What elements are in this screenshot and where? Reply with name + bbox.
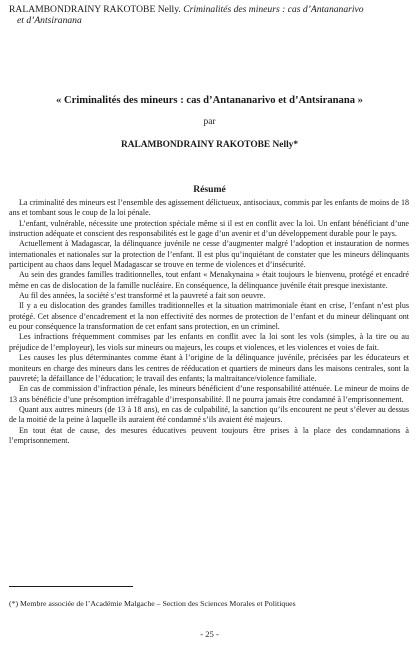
abstract-paragraph: Il y a eu dislocation des grandes familles traditionnelles et la situation matrimoniale étant en crise, l’enfant n’est plus protégé. Cet absence d’encadrement et la non effectivité des normes de protection de l’enfant et du mineur délinquant ont eu pour conséquence la transformation de cet enfant sans protection, en un criminel. <box>9 301 409 332</box>
abstract-body <box>9 198 409 446</box>
abstract-paragraph: L’enfant, vulnérable, nécessite une protection spéciale même si il est en conflit avec la loi. Un enfant bénéficiant d’une instruction adéquate et conscient des responsabilités est le gage d’un avenir et d’un développement durable pour le pays. <box>9 218 409 239</box>
footnote-divider <box>9 586 133 587</box>
page-number: - 25 - <box>200 629 219 639</box>
running-head-title-continued: et d’Antsiranana <box>17 15 82 26</box>
abstract-paragraph: Actuellement à Madagascar, la délinquance juvénile ne cesse d’augmenter malgré l’adoption et instauration de normes internationales et nationales sur la protection de l’enfant. Il est plus qu’inquiétant de constater que les mineurs délinquants participent au chaos dans lequel Madagascar se trouve en terme de violences et d’insécurité. <box>9 239 409 270</box>
abstract-paragraph: Au fil des années, la société s’est transformé et la pauvreté a fait son oeuvre. <box>19 291 266 301</box>
abstract-paragraph: Au sein des grandes familles traditionnelles, tout enfant « Menakynaina » était toujours le bienvenu, protégé et encadré même en cas de dislocation de la famille nucléaire. En conséquence, la délinquance juvénile était presque inexistante. <box>9 270 409 290</box>
running-head-title: Criminalités des mineurs : cas d’Antananarivo <box>183 4 364 15</box>
abstract-heading: Résumé <box>193 184 226 195</box>
article-title: « Criminalités des mineurs : cas d’Antananarivo et d’Antsiranana » <box>56 95 363 106</box>
footnote: (*) Membre associée de l’Académie Malgache – Section des Sciences Morales et Politiques <box>9 599 296 608</box>
article-author: RALAMBONDRAINY RAKOTOBE Nelly* <box>120 140 299 150</box>
abstract-paragraph: Les causes les plus déterminantes comme étant à l’origine de la délinquance juvénile, précisées par les éducateurs et moniteurs en charge des mineurs dans les centres de rééducation et quartiers de mineurs dans les maisons centrales, sont la pauvreté; la défaillance de l’éducation; le travail des enfants; la maltraitance/violence familiale. <box>9 353 409 383</box>
abstract-paragraph: Quant aux autres mineurs (de 13 à 18 ans), en cas de culpabilité, la sanction qu’ils encourent ne peut s’élever au dessus de la moitié de la peine à laquelle ils auraient été condamné s’ils avaient été majeurs. <box>9 404 409 425</box>
byline-par: par <box>203 117 216 127</box>
running-head <box>9 4 409 26</box>
abstract-paragraph: La criminalité des mineurs est l’ensemble des agissement délictueux, antisociaux, commis par les enfants de moins de 18 ans et tombant sous le coup de la loi pénale. <box>9 198 409 218</box>
abstract-paragraph: En tout état de cause, des mesures éducatives peuvent toujours être prises à la place des condamnations à l’emprisonnement. <box>9 425 409 445</box>
abstract-paragraph: Les infractions fréquemment commises par les enfants en conflit avec la loi sont les vols (simples, à la tire ou au préjudice de l’employeur), les viols sur mineurs ou majeurs, les coups et violences, et les violences et voies de fait. <box>9 332 409 352</box>
abstract-paragraph: En cas de commission d’infraction pénale, les mineurs bénéficient d’une responsabilité atténuée. Le mineur de moins de 13 ans bénéficie d’une présomption irréfragable d’irresponsabilité. Il ne pourra jamais être condamné à l’emprisonnement. <box>9 384 409 404</box>
running-head-author: RALAMBONDRAINY RAKOTOBE Nelly. <box>9 4 181 15</box>
